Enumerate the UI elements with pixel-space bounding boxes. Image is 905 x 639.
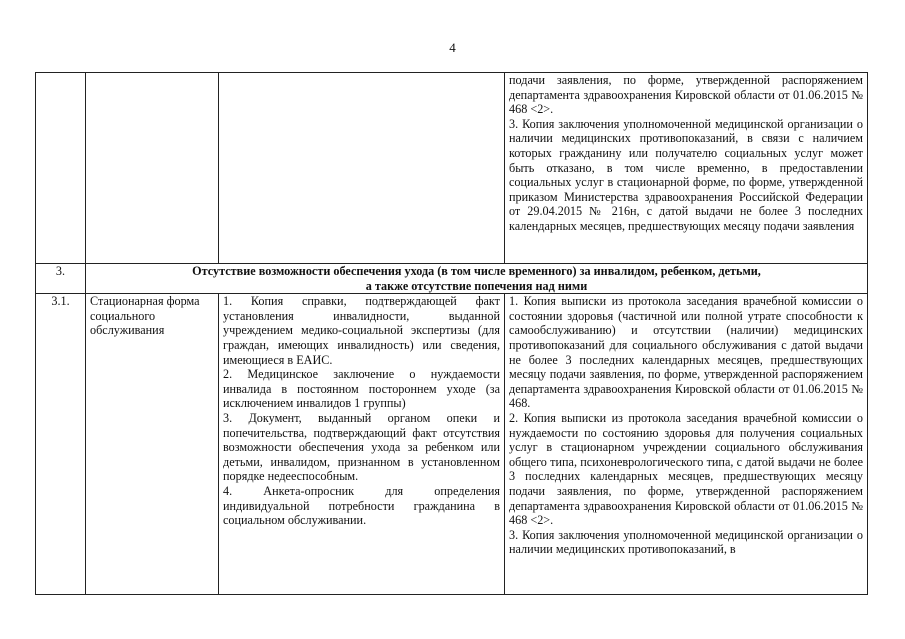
documents-table — [35, 72, 868, 595]
documents-left-cell — [219, 294, 505, 595]
documents-left-cell — [219, 73, 505, 264]
row-number-cell — [36, 73, 86, 264]
section-title-cell — [86, 264, 868, 294]
table-row-section-3 — [36, 264, 868, 294]
page-number: 4 — [449, 40, 456, 55]
service-form-cell: Стационарная форма социального обслуживания — [86, 294, 219, 595]
document-item: подачи заявления, по форме, утвержденной распоряжением департамента здравоохранения Кировской области от 01.06.2015 № 468 <2>. — [509, 73, 863, 117]
section-title-line-1: Отсутствие возможности обеспечения ухода (в том числе временного) за инвалидом, ребенком, детьми, — [192, 264, 761, 278]
document-item: 4. Анкета-опросник для определения индивидуальной потребности гражданина в социальном обслуживании. — [223, 483, 500, 528]
document-item: 2. Медицинское заключение о нуждаемости инвалида в постоянном постороннем уходе (за исключением инвалидов 1 группы) — [223, 367, 500, 411]
section-number-cell: 3. — [36, 264, 86, 294]
document-item: 2. Копия выписки из протокола заседания врачебной комиссии о нуждаемости по состоянию здоровья для получения социальных услуг в стационарном учреждении социального обслуживания общего типа, психоневрологического типа, с датой выдачи не более 3 последних календарных месяцев, предшествующих месяцу подачи заявления, по форме, утвержденной распоряжением департамента здравоохранения Кировской области от 01.06.2015 № 468 <2>. — [509, 410, 863, 528]
row-number-cell: 3.1. — [36, 294, 86, 595]
document-item: 1. Копия справки, подтверждающей факт установления инвалидности, выданной учреждением медико-социальной экспертизы (для граждан, имеющих инвалидность) или сведения, имеющиеся в ЕАИС. — [223, 294, 500, 367]
section-title-line-2: а также отсутствие попечения над ними — [365, 278, 588, 293]
document-item: 3. Копия заключения уполномоченной медицинской организации о наличии медицинских противопоказаний, в связи с наличием которых гражданину или получателю социальных услуг может быть отказано, в том числе временно, в предоставлении социальных услуг в стационарной форме, по форме, утвержденной приказом Министерства здравоохранения Российской Федерации от 29.04.2015 № 216н, с датой выдачи не более 3 последних календарных месяцев, предшествующих месяцу подачи заявления — [509, 116, 863, 233]
document-item: 3. Документ, выданный органом опеки и попечительства, подтверждающий факт отсутствия возможности обеспечения ухода за ребенком или детьми, инвалидом, признанном в установленном порядке недееспособным. — [223, 410, 500, 484]
documents-right-cell — [505, 294, 868, 595]
table-row-continuation — [36, 73, 868, 264]
document-item: 3. Копия заключения уполномоченной медицинской организации о наличии медицинских противопоказаний, в — [509, 527, 863, 557]
document-item: 1. Копия выписки из протокола заседания врачебной комиссии о состоянии здоровья (частичной или полной утрате способности к самообслуживанию) и отсутствии (наличии) медицинских противопоказаний для социального обслуживания с датой выдачи не более 3 последних календарных месяцев, предшествующих месяцу подачи заявления, по форме, утвержденной распоряжением департамента здравоохранения Кировской области от 01.06.2015 № 468. — [509, 294, 863, 411]
service-form-cell — [86, 73, 219, 264]
documents-right-cell — [505, 73, 868, 264]
table-row-3-1 — [36, 294, 868, 595]
